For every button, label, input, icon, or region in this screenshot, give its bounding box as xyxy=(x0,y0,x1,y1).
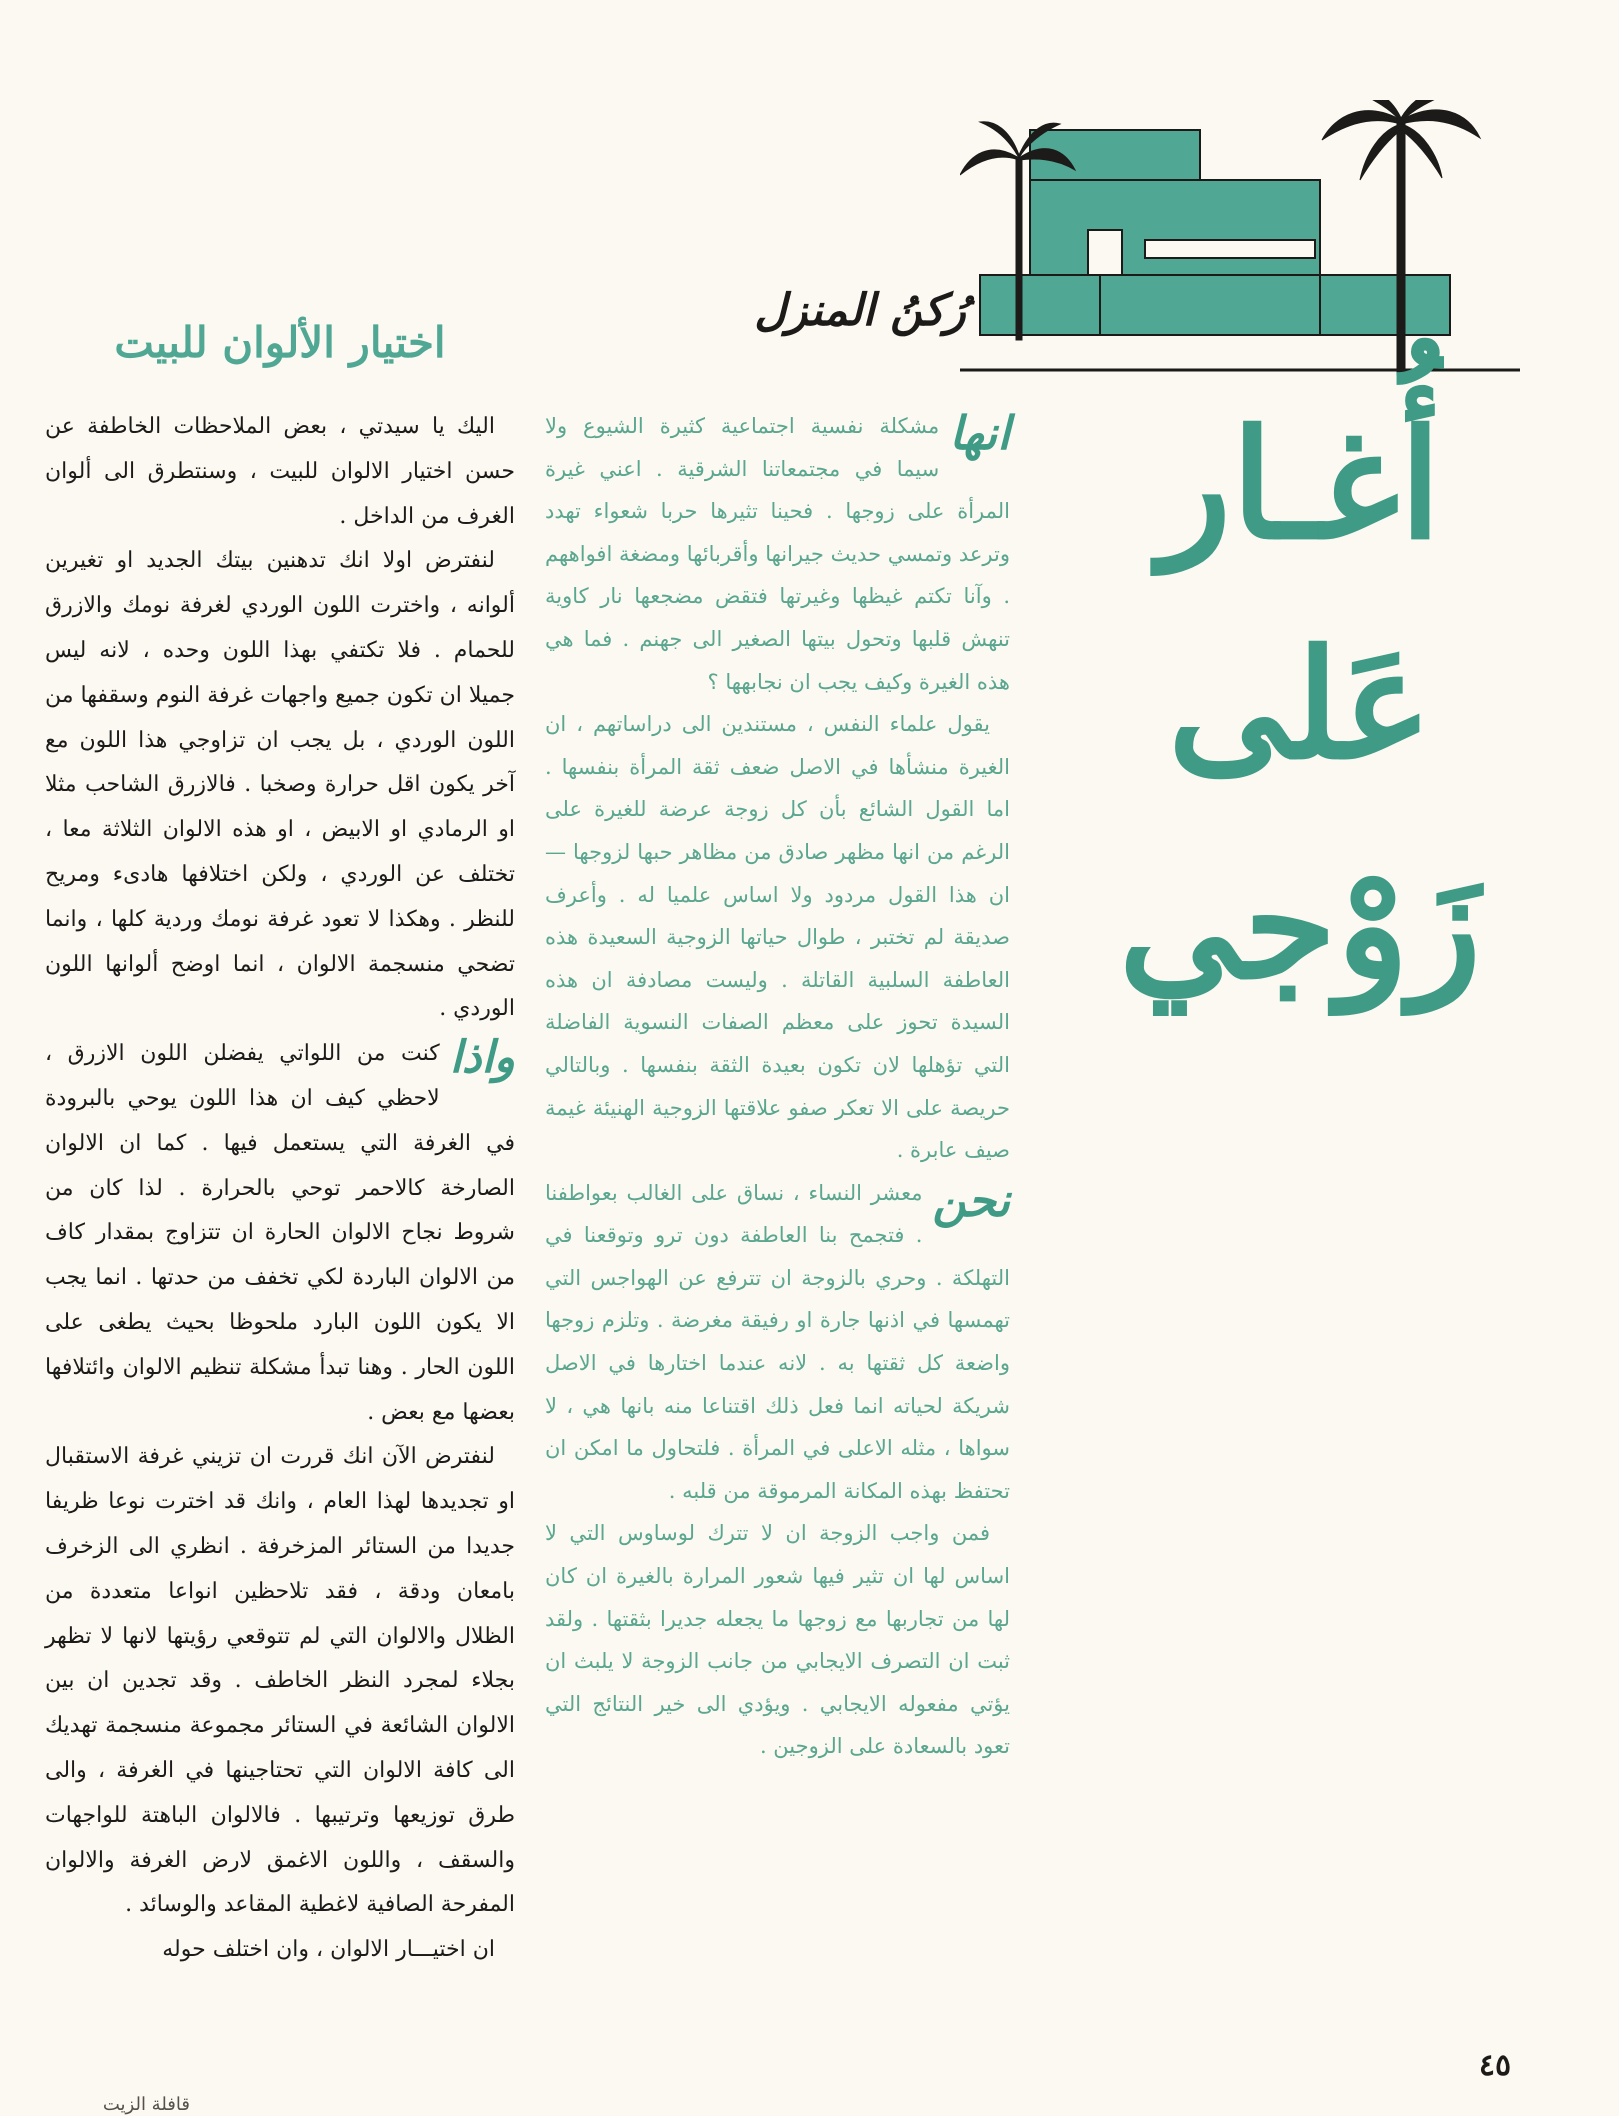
article-paragraph xyxy=(545,1172,1010,1513)
article-title xyxy=(1040,397,1560,1013)
house-illustration xyxy=(960,100,1520,380)
paragraph-text: كنت من اللواتي يفضلن اللون الازرق ، لاحظي كيف ان هذا اللون يوحي بالبرودة في الغرفة التي يستعمل فيها . كما ان الالوان الصارخة كالاحمر توحي بالحرارة . لذا كان من شروط نجاح الالوان الحارة ان تتزاوج بمقدار كاف من الالوان الباردة لكي تخفف من حدتها . انما يجب الا يكون اللون البارد ملحوظا بحيث يطغى على اللون الحار . وهنا تبدأ مشكلة تنظيم الالوان وائتلافها بعضها مع بعض . xyxy=(45,1041,515,1425)
article-paragraph: اليك يا سيدتي ، بعض الملاحظات الخاطفة عن حسن اختيار الالوان للبيت ، وسنتطرق الى ألوان الغرف من الداخل . xyxy=(45,414,515,529)
title-line: زَوْجي xyxy=(1118,837,1482,1013)
title-line: أُغـار xyxy=(1158,397,1442,573)
lead-word: واذا xyxy=(449,1032,515,1084)
article-paragraph xyxy=(545,405,1010,703)
section-label: رُكنُ المنزل xyxy=(754,285,966,336)
lead-word: نحن xyxy=(932,1172,1010,1227)
paragraph-text: معشر النساء ، نساق على الغالب بعواطفنا . فتجمح بنا العاطفة دون ترو وتوقعنا في التهلكة . وحري بالزوجة ان تترفع عن الهواجس التي تهمسها في اذنها جارة او رفيقة مغرضة . وتلزم زوجها واضعة كل ثقتها به . لانه عندما اختارها في الاصل شريكة لحياته انما فعل ذلك اقتناعا منه بانها هي ، لا سواها ، مثله الاعلى في المرأة . فلتحاول ما امكن ان تحتفظ بهذه المكانة المرموقة من قلبه . xyxy=(545,1180,1010,1503)
article-paragraph: فمن واجب الزوجة ان لا تترك لوساوس التي لا اساس لها ان تثير فيها شعور المرارة بالغيرة ان كان لها من تجاربها مع زوجها ما يجعله جديرا بثقتها . ولقد ثبت ان التصرف الايجابي من جانب الزوجة لا يلبث ان يؤتي مفعوله الايجابي . ويؤدي الى خير النتائج التي تعود بالسعادة على الزوجين . xyxy=(545,1521,1010,1759)
article-paragraph xyxy=(45,1032,515,1435)
paragraph-text: مشكلة نفسية اجتماعية كثيرة الشيوع ولا سيما في مجتمعاتنا الشرقية . اعني غيرة المرأة على زوجها . فحينا تثيرها حربا شعواء تهدد وترعد وتمسي حديث جيرانها وأقربائها ومضغة افواههم . وآنا تكتم غيظها وغيرتها فتقض مضجعها نار كاوية تنهش قلبها وتحول بيتها الصغير الى جهنم . فما هي هذه الغيرة وكيف يجب ان نجابهها ؟ xyxy=(545,414,1010,694)
page-number: ٤٥ xyxy=(1478,2048,1512,2083)
article-paragraph: لنفترض اولا انك تدهنين بيتك الجديد او تغيرين ألوانه ، واخترت اللون الوردي لغرفة نومك والازرق للحمام . فلا تكتفي بهذا اللون وحده ، لانه ليس جميلا ان تكون جميع واجهات غرفة النوم وسقفها من اللون الوردي ، بل يجب ان تزاوجي هذا اللون مع آخر يكون اقل حرارة وصخبا . فالازرق الشاحب مثلا او الرمادي او الابيض ، او هذه الالوان الثلاثة معا ، تختلف عن الوردي ، ولكن اختلافها هادىء ومريح للنظر . وهكذا لا تعود غرفة نومك وردية كلها ، وانما تضحي منسجمة الالوان ، انما اوضح ألوانها اللون الوردي . xyxy=(45,548,515,1022)
colors-article-body xyxy=(45,405,515,2025)
article-paragraph: لنفترض الآن انك قررت ان تزيني غرفة الاستقبال او تجديدها لهذا العام ، وانك قد اخترت نوعا ظريفا جديدا من الستائر المزخرفة . انظري الى الزخرف بامعان ودقة ، فقد تلاحظين انواعا متعددة من الظلال والالوان التي لم تتوقعي رؤيتها لانها لا تظهر بجلاء لمجرد النظر الخاطف . وقد تجدين ان بين الالوان الشائعة في الستائر مجموعة منسجمة تهديك الى كافة الالوان التي تحتاجينها في الغرفة ، والى طرق توزيعها وترتيبها . فالالوان الباهتة للواجهات والسقف ، واللون الاغمق لارض الغرفة والالوان المفرحة الصافية لاغطية المقاعد والوسائد . xyxy=(45,1444,515,1918)
title-line: عَلى xyxy=(1167,617,1433,793)
footer-fragment: قافلة الزيت xyxy=(102,2094,190,2115)
article-paragraph: يقول علماء النفس ، مستندين الى دراساتهم ، ان الغيرة منشأها في الاصل ضعف ثقة المرأة بنفسها . اما القول الشائع بأن كل زوجة عرضة للغيرة على الرغم من انها مظهر صادق من مظاهر حبها لزوجها — ان هذا القول مردود ولا اساس علميا له . وأعرف صديقة لم تختبر ، طوال حياتها الزوجية السعيدة هذه العاطفة السلبية القاتلة . وليست مصادفة ان هذه السيدة تحوز على معظم الصفات النسوية الفاضلة التي تؤهلها لان تكون بعيدة الثقة بنفسها . وبالتالي حريصة على الا تعكر صفو علاقتها الزوجية الهنيئة غيمة صيف عابرة . xyxy=(545,712,1010,1163)
colors-article-heading: اختيار الألوان للبيت xyxy=(114,318,446,367)
article-paragraph: ان اختيـــار الالوان ، وان اختلف حوله xyxy=(162,1937,495,1963)
jealousy-article-body xyxy=(545,405,1010,1945)
lead-word: انها xyxy=(949,406,1010,460)
